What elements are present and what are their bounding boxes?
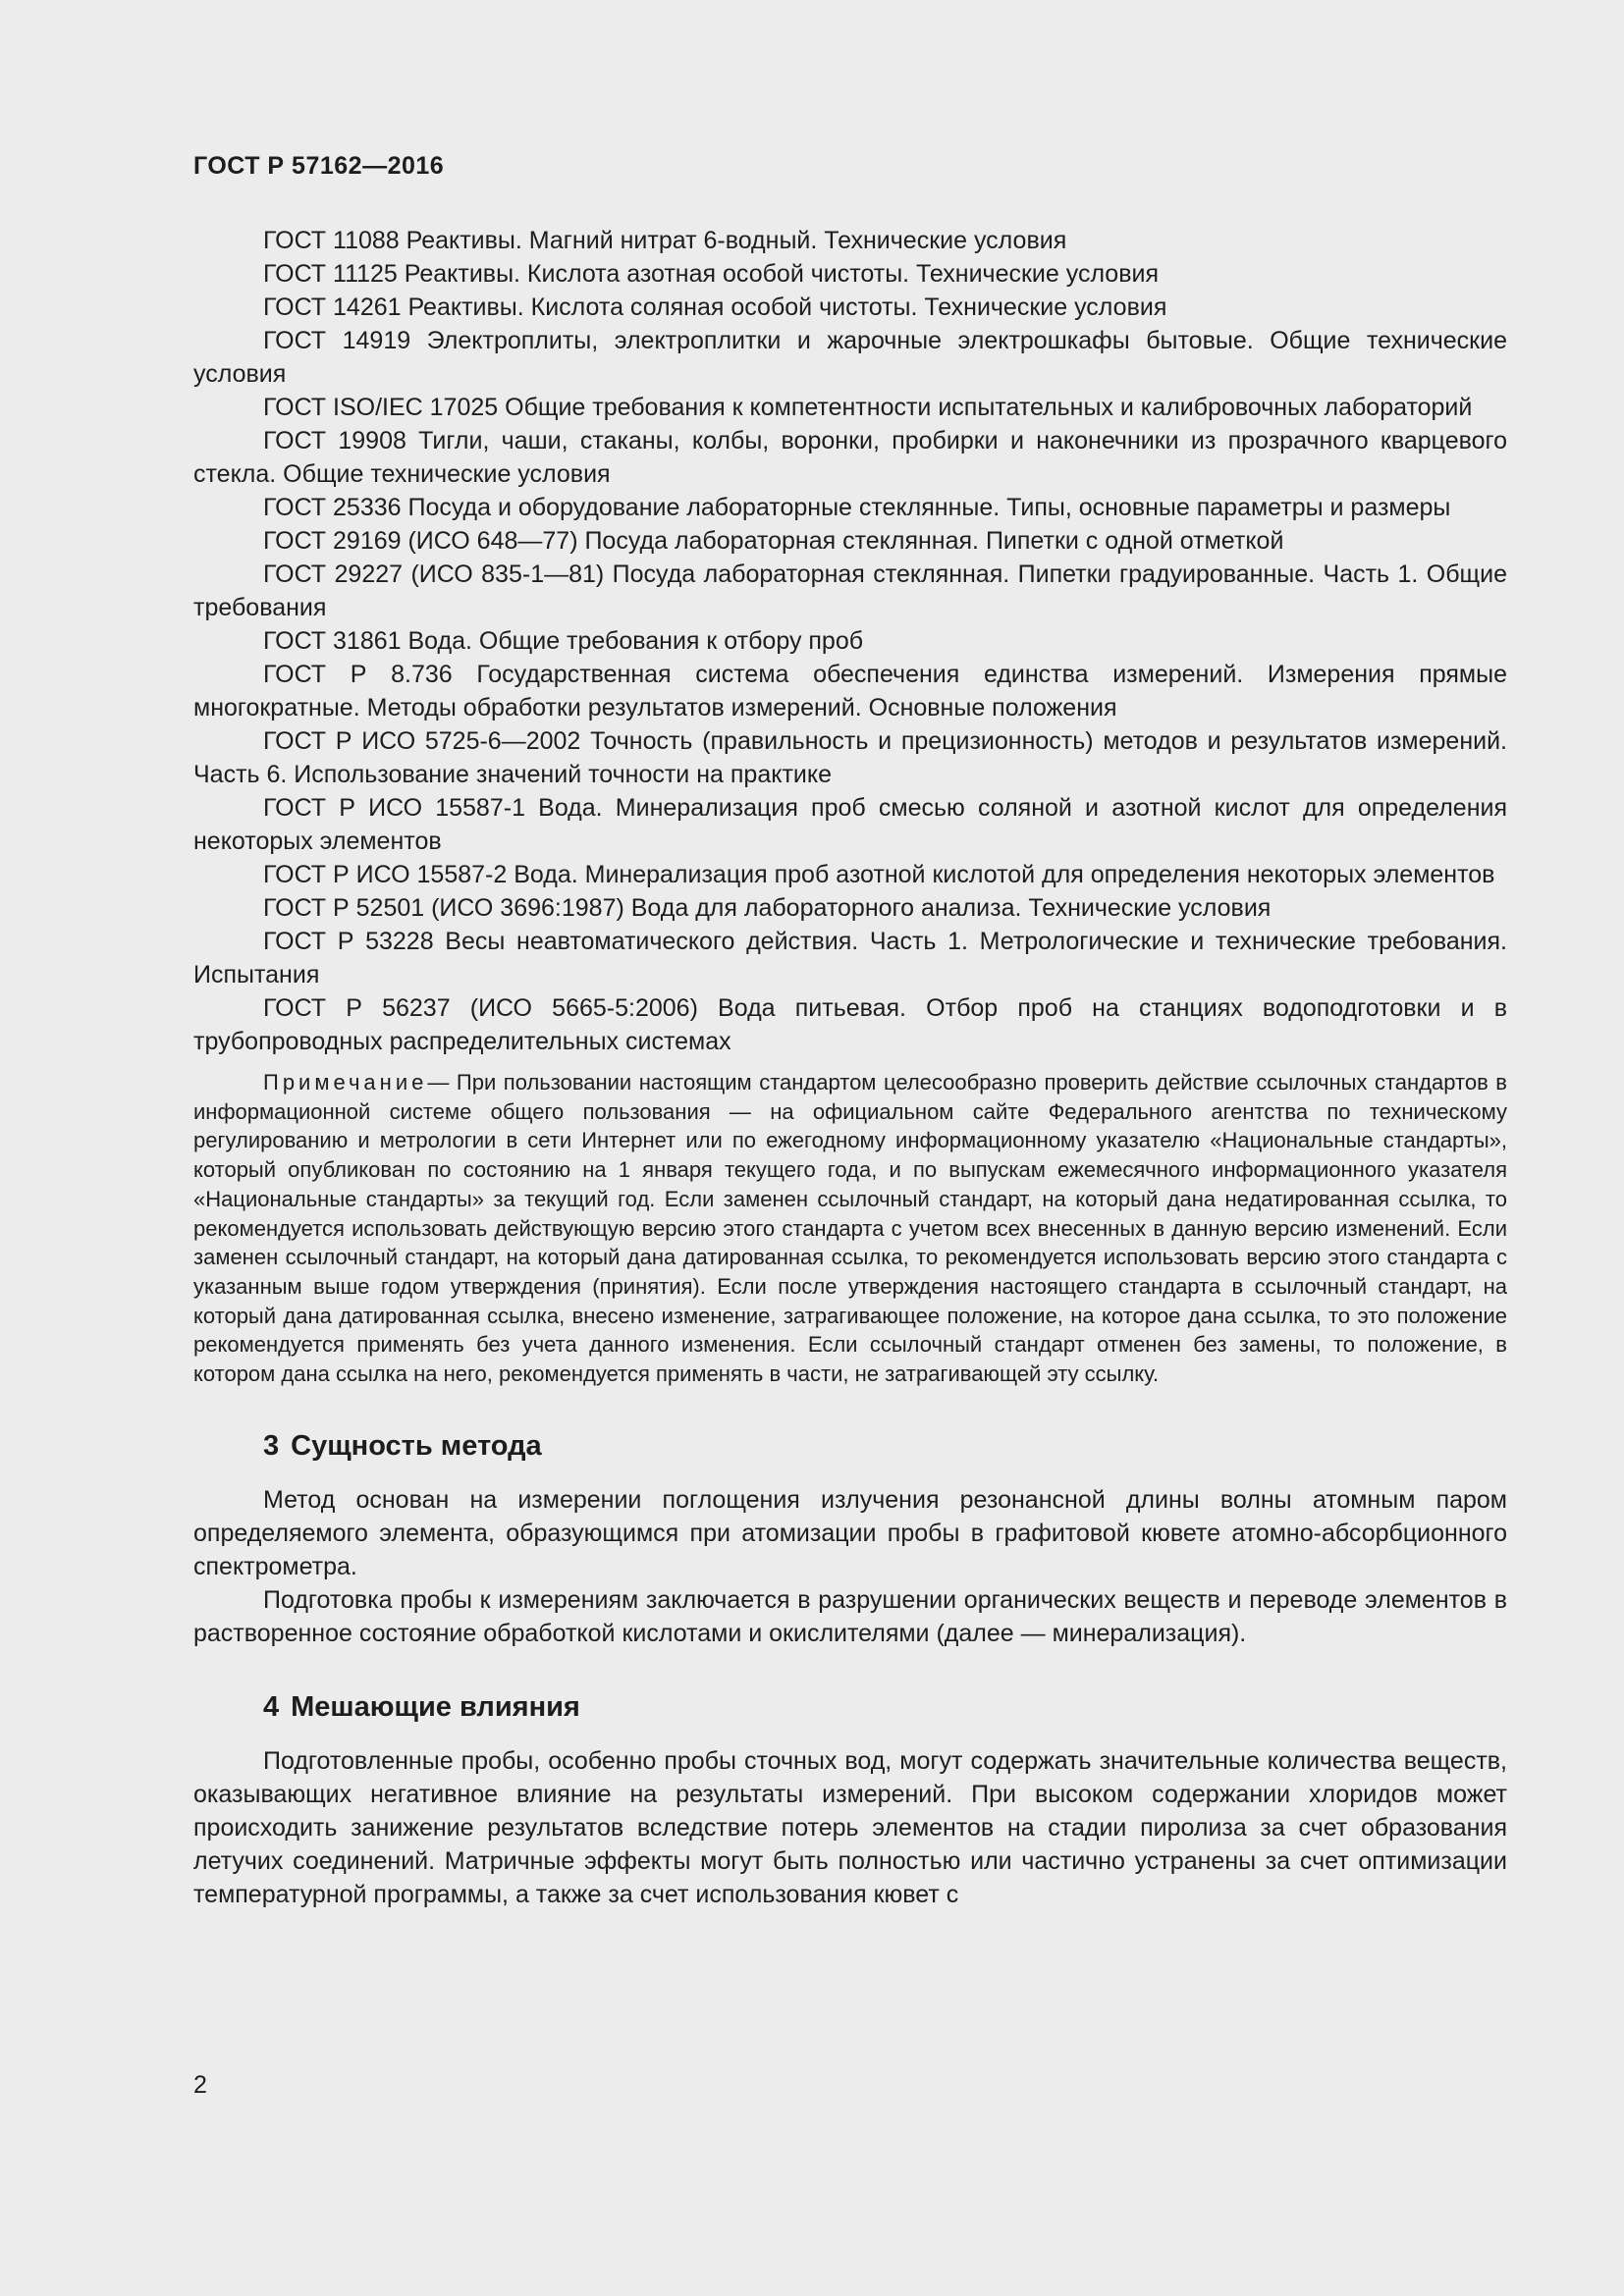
reference-item: ГОСТ Р ИСО 5725-6—2002 Точность (правильность и прецизионность) методов и результатов измерений. Часть 6. Использование значений точности на практике (193, 727, 1507, 788)
note-text: — При пользовании настоящим стандартом целесообразно проверить действие ссылочных стандартов в информационной системе общего пользования — на официальном сайте Федерального агентства по техническому регулированию и метрологии в сети Интернет или по ежегодному информационному указателю «Национальные стандарты», который опубликован по состоянию на 1 января текущего года, и по выпускам ежемесячного информационного указателя «Национальные стандарты» за текущий год. Если заменен ссылочный стандарт, на который дана недатированная ссылка, то рекомендуется использовать действующую версию этого стандарта с учетом всех внесенных в данную версию изменений. Если заменен ссылочный стандарт, на который дана датированная ссылка, то рекомендуется использовать версию этого стандарта с указанным выше годом утверждения (принятия). Если после утверждения настоящего стандарта в ссылочный стандарт, на который дана датированная ссылка, внесено изменение, затрагивающее положение, на которое дана ссылка, то это положение рекомендуется применять без учета данного изменения. Если ссылочный стандарт отменен без замены, то положение, в котором дана ссылка на него, рекомендуется применять в части, не затрагивающей эту ссылку. (193, 1070, 1507, 1387)
reference-item: ГОСТ 29227 (ИСО 835-1—81) Посуда лабораторная стеклянная. Пипетки градуированные. Часть 1. Общие требования (193, 561, 1507, 621)
section-4-heading (193, 1687, 1507, 1727)
section-number: 3 (263, 1429, 280, 1462)
section-3-paragraph: Метод основан на измерении поглощения излучения резонансной длины волны атомным паром определяемого элемента, образующимся при атомизации пробы в графитовой кювете атомно-абсорбционного спектрометра. (193, 1485, 1507, 1580)
section-number: 4 (263, 1690, 280, 1723)
reference-item: ГОСТ 25336 Посуда и оборудование лабораторные стеклянные. Типы, основные параметры и размеры (263, 494, 1451, 521)
note-label: Примечание (263, 1070, 428, 1095)
document-code-header: ГОСТ Р 57162—2016 (193, 152, 445, 180)
section-4-paragraph: Подготовленные пробы, особенно пробы сточных вод, могут содержать значительные количества веществ, оказывающих негативное влияние на результаты измерений. При высоком содержании хлоридов может происходить занижение результатов вследствие потерь элементов на стадии пиролиза за счет образования летучих соединений. Матричные эффекты могут быть полностью или частично устранены за счет оптимизации температурной программы, а также за счет использования кювет с (193, 1746, 1507, 1908)
reference-item: ГОСТ 19908 Тигли, чаши, стаканы, колбы, воронки, пробирки и наконечники из прозрачного кварцевого стекла. Общие технические условия (193, 427, 1507, 488)
section-3-heading (193, 1426, 1507, 1466)
section-3-paragraph: Подготовка пробы к измерениям заключается в разрушении органических веществ и переводе элементов в растворенное состояние обработкой кислотами и окислителями (далее — минерализация). (193, 1585, 1507, 1647)
reference-item: ГОСТ 11125 Реактивы. Кислота азотная особой чистоты. Технические условия (263, 260, 1159, 288)
reference-item: ГОСТ Р 52501 (ИСО 3696:1987) Вода для лабораторного анализа. Технические условия (263, 894, 1272, 922)
section-title: Мешающие влияния (291, 1690, 580, 1723)
reference-item: ГОСТ Р ИСО 15587-1 Вода. Минерализация проб смесью соляной и азотной кислот для определения некоторых элементов (193, 794, 1507, 855)
normative-references-list (193, 224, 1507, 1058)
reference-item: ГОСТ Р 8.736 Государственная система обеспечения единства измерений. Измерения прямые многократные. Методы обработки результатов измерений. Основные положения (193, 661, 1507, 721)
reference-item: ГОСТ 31861 Вода. Общие требования к отбору проб (263, 627, 864, 655)
page-number: 2 (193, 2071, 207, 2099)
reference-item: ГОСТ 29169 (ИСО 648—77) Посуда лабораторная стеклянная. Пипетки с одной отметкой (263, 527, 1284, 555)
reference-item: ГОСТ 11088 Реактивы. Магний нитрат 6-водный. Технические условия (263, 227, 1067, 254)
reference-item: ГОСТ ISO/IEC 17025 Общие требования к компетентности испытательных и калибровочных лабораторий (263, 394, 1473, 421)
reference-item: ГОСТ 14261 Реактивы. Кислота соляная особой чистоты. Технические условия (263, 294, 1167, 321)
reference-item: ГОСТ 14919 Электроплиты, электроплитки и жарочные электрошкафы бытовые. Общие технические условия (193, 327, 1507, 388)
reference-item: ГОСТ Р 53228 Весы неавтоматического действия. Часть 1. Метрологические и технические требования. Испытания (193, 928, 1507, 988)
references-note (193, 1068, 1507, 1389)
reference-item: ГОСТ Р 56237 (ИСО 5665-5:2006) Вода питьевая. Отбор проб на станциях водоподготовки и в трубопроводных распределительных системах (193, 994, 1507, 1055)
section-title: Сущность метода (291, 1429, 542, 1462)
reference-item: ГОСТ Р ИСО 15587-2 Вода. Минерализация проб азотной кислотой для определения некоторых элементов (263, 861, 1495, 888)
page-content (193, 224, 1507, 1911)
